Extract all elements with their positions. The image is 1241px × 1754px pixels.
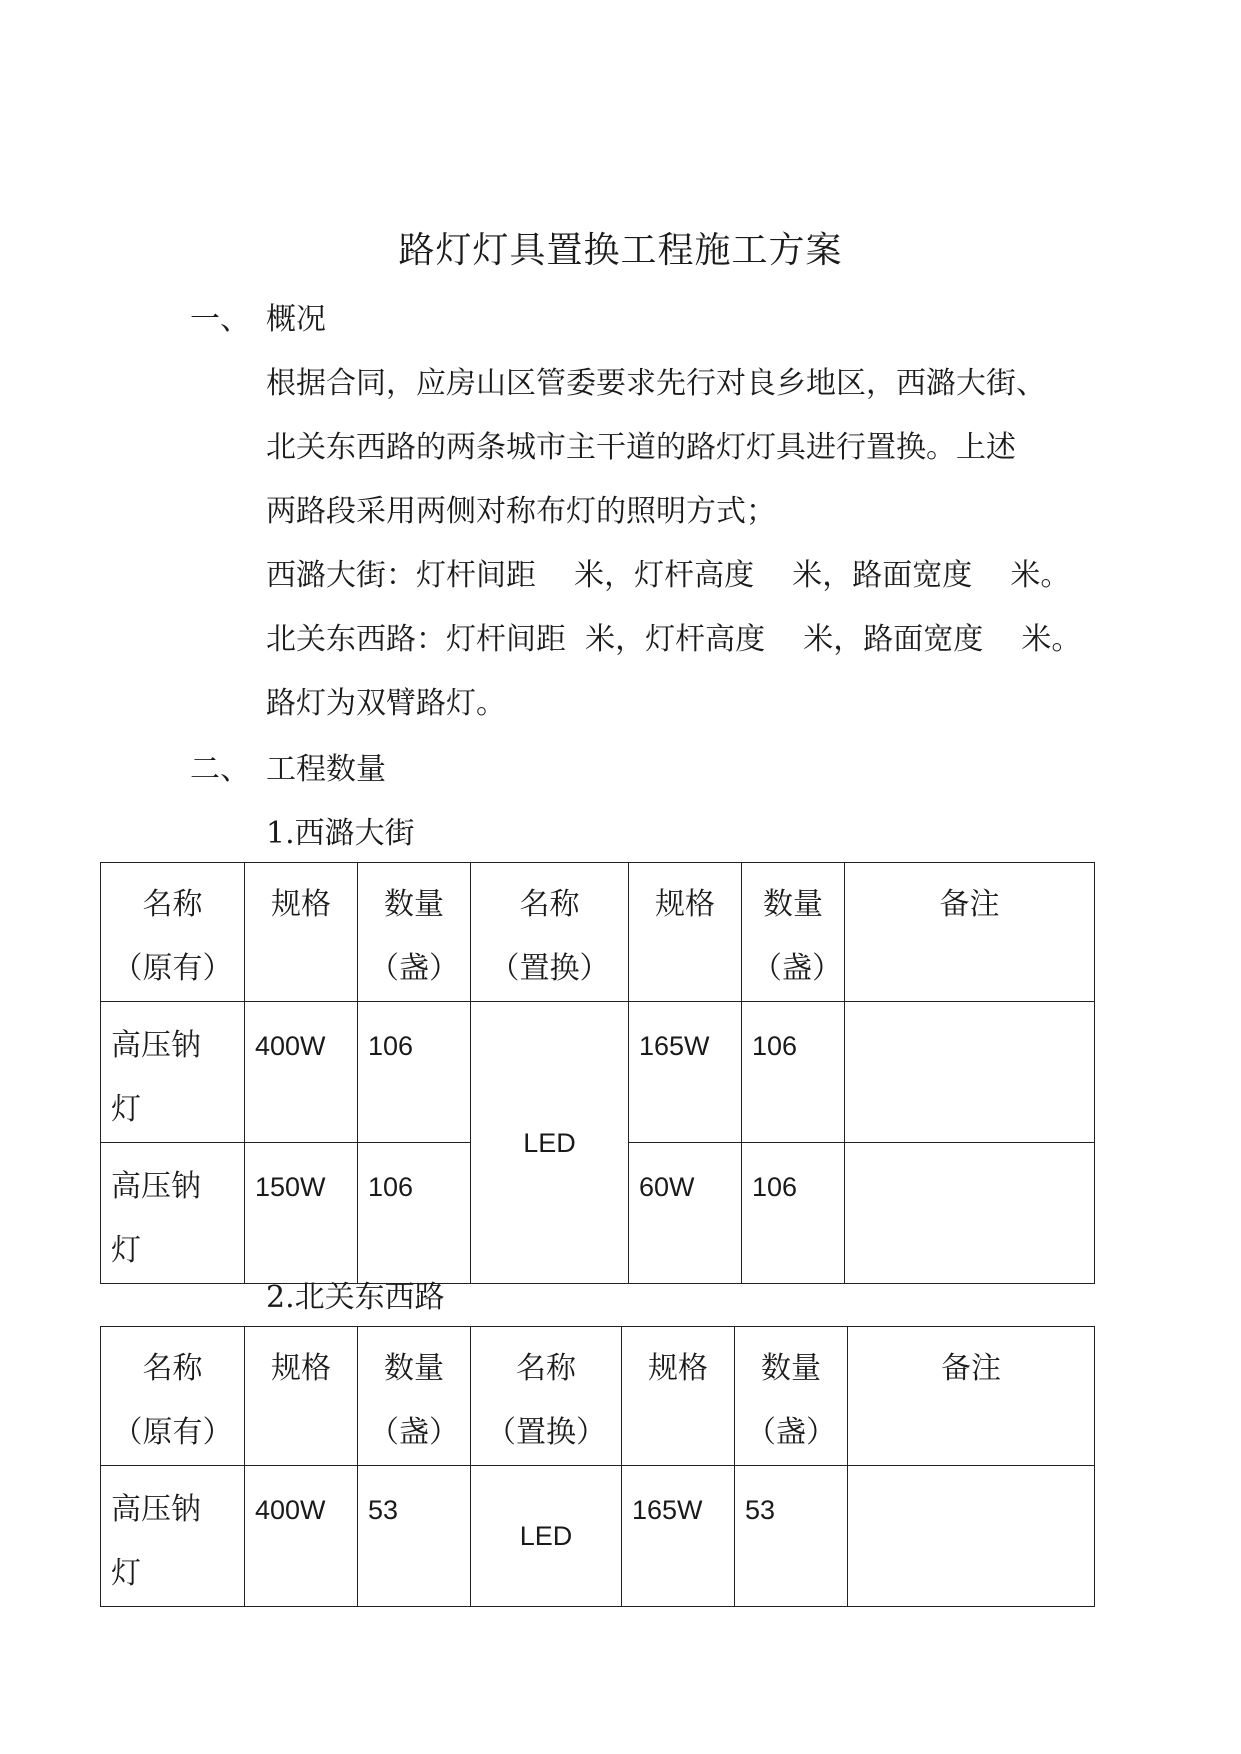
cell-spec: 150W [245, 1143, 358, 1284]
header-spec: 规格 [245, 863, 358, 1002]
cell-remark [845, 1143, 1095, 1284]
overview-line-5: 北关东西路：灯杆间距 米，灯杆高度 米，路面宽度 米。 [266, 622, 1082, 657]
header-quantity-new: 数量 （盏） [735, 1327, 848, 1466]
section-number: 一、 [190, 302, 250, 337]
document-title: 路灯灯具置换工程施工方案 [398, 230, 843, 271]
cell-remark [848, 1466, 1095, 1607]
cell-quantity: 53 [358, 1466, 471, 1607]
section-title: 工程数量 [266, 752, 386, 787]
header-name-replacement: 名称 （置换） [471, 1327, 622, 1466]
table-row [101, 1466, 1095, 1607]
cell-spec: 400W [245, 1466, 358, 1607]
cell-name: 高压钠 灯 [101, 1002, 245, 1143]
cell-remark [845, 1002, 1095, 1143]
table-header-row [101, 1327, 1095, 1466]
cell-new-quantity: 106 [742, 1002, 845, 1143]
cell-new-spec: 165W [622, 1466, 735, 1607]
overview-line-1: 根据合同，应房山区管委要求先行对良乡地区，西潞大街、 [266, 366, 1046, 401]
cell-name: 高压钠 灯 [101, 1143, 245, 1284]
cell-new-quantity: 53 [735, 1466, 848, 1607]
header-spec-new: 规格 [629, 863, 742, 1002]
section-quantity-heading [190, 744, 386, 788]
cell-new-spec: 165W [629, 1002, 742, 1143]
overview-line-6: 路灯为双臂路灯。 [266, 686, 506, 721]
cell-new-quantity: 106 [742, 1143, 845, 1284]
overview-line-4: 西潞大街：灯杆间距 米，灯杆高度 米，路面宽度 米。 [266, 558, 1071, 593]
table-row [101, 1002, 1095, 1143]
table-header-row [101, 863, 1095, 1002]
header-name-replacement: 名称 （置换） [471, 863, 629, 1002]
header-quantity: 数量 （盏） [358, 1327, 471, 1466]
header-remark: 备注 [845, 863, 1095, 1002]
header-quantity-new: 数量 （盏） [742, 863, 845, 1002]
overview-line-2: 北关东西路的两条城市主干道的路灯灯具进行置换。上述 [266, 430, 1016, 465]
header-remark: 备注 [848, 1327, 1095, 1466]
cell-quantity: 106 [358, 1002, 471, 1143]
header-name-original: 名称 （原有） [101, 1327, 245, 1466]
cell-new-spec: 60W [629, 1143, 742, 1284]
overview-line-3: 两路段采用两侧对称布灯的照明方式； [266, 494, 776, 529]
header-name-original: 名称 （原有） [101, 863, 245, 1002]
header-spec: 规格 [245, 1327, 358, 1466]
table2-caption: 2.北关东西路 [266, 1280, 445, 1315]
table-xilu-street [100, 862, 1095, 1284]
section-title: 概况 [266, 302, 326, 337]
cell-replacement-led: LED [471, 1002, 629, 1284]
table1-caption: 1.西潞大街 [266, 816, 415, 851]
cell-quantity: 106 [358, 1143, 471, 1284]
cell-name: 高压钠 灯 [101, 1466, 245, 1607]
table-beiguan-road [100, 1326, 1095, 1607]
cell-replacement-led: LED [471, 1466, 622, 1607]
header-spec-new: 规格 [622, 1327, 735, 1466]
header-quantity: 数量 （盏） [358, 863, 471, 1002]
cell-spec: 400W [245, 1002, 358, 1143]
section-overview-heading [190, 294, 326, 338]
section-number: 二、 [190, 752, 250, 787]
